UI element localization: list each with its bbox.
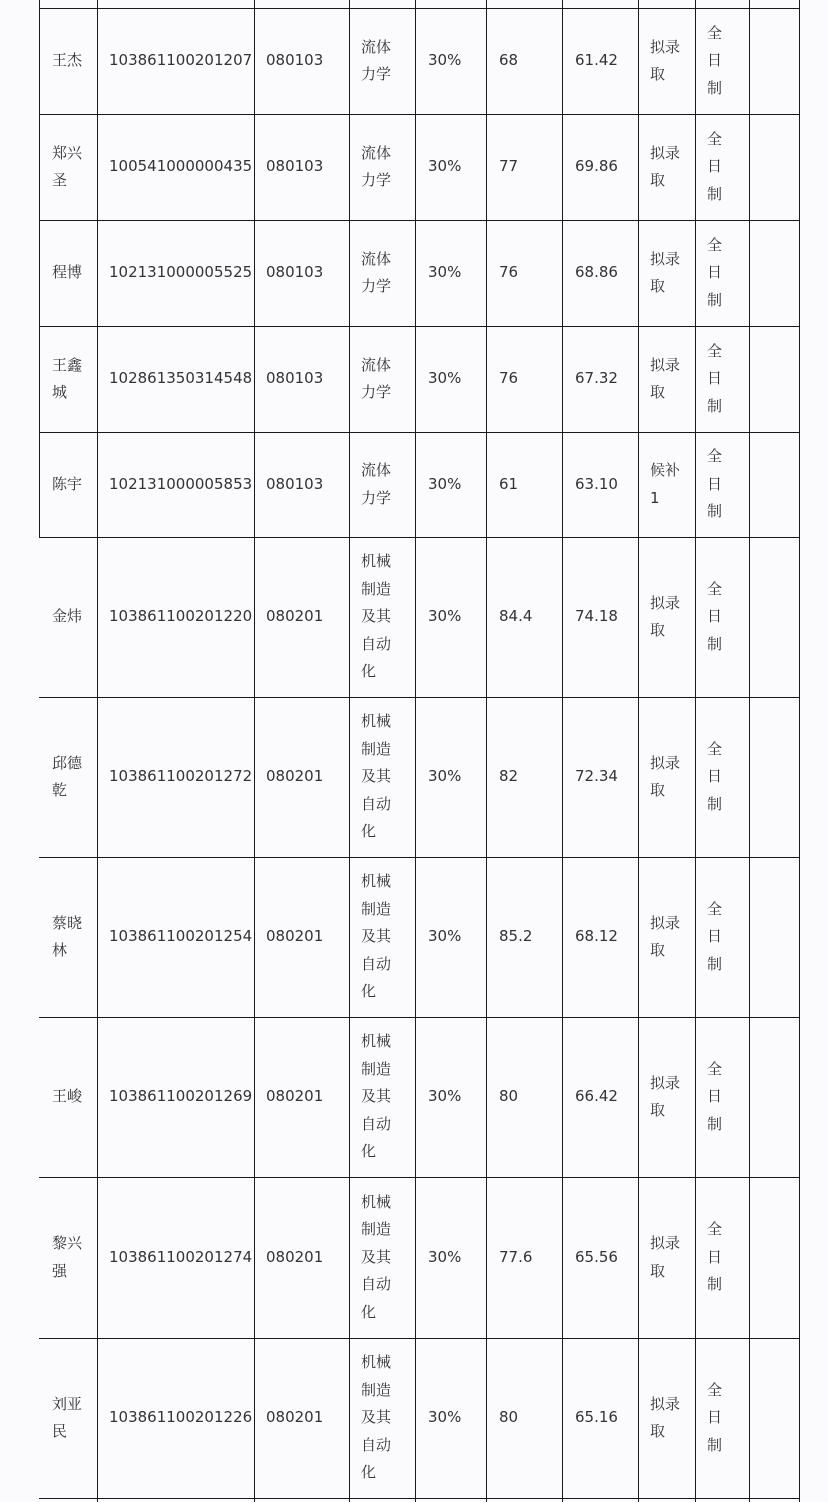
cell-ratio: [428, 857, 486, 1017]
cell-type: [707, 220, 749, 326]
exam-id-text: 102861350314548: [109, 369, 253, 388]
cell-type: [707, 697, 749, 857]
exam-id-text: 103861100201254: [109, 927, 253, 946]
row-divider: [39, 697, 800, 698]
type-text: 全日制: [707, 1059, 723, 1133]
cell-exam-id: [109, 8, 254, 114]
major-code-text: 080201: [266, 927, 324, 946]
major-text: 机械制造及其自动化: [361, 712, 392, 841]
cell-exam-id: [109, 1017, 254, 1177]
ratio-text: 30%: [428, 157, 462, 176]
major-text: 流体力学: [361, 37, 392, 83]
cell-name: [52, 857, 97, 1017]
cell-type: [707, 1177, 749, 1338]
cell-ratio: [428, 697, 486, 857]
cell-exam-id: [109, 432, 254, 537]
cell-total: [575, 1338, 638, 1498]
cell-exam-id: [109, 114, 254, 220]
column-divider: [562, 0, 563, 1502]
ratio-text: 30%: [428, 1247, 462, 1266]
type-text: 全日制: [707, 579, 723, 653]
cell-exam-id: [109, 220, 254, 326]
exam-id-text: 103861100201220: [109, 607, 253, 626]
exam-id-text: 103861100201226: [109, 1408, 253, 1427]
major-code-text: 080103: [266, 474, 324, 493]
cell-ratio: [428, 220, 486, 326]
row-divider: [39, 8, 800, 9]
name-text: 黎兴强: [52, 1234, 83, 1280]
cell-ratio: [428, 8, 486, 114]
score-text: 76: [499, 263, 519, 282]
cell-ratio: [428, 537, 486, 697]
cell-total: [575, 114, 638, 220]
major-code-text: 080201: [266, 1408, 324, 1427]
cell-name: [52, 220, 97, 326]
name-text: 王杰: [52, 51, 83, 70]
cell-ratio: [428, 1338, 486, 1498]
exam-id-text: 100541000000435: [109, 157, 253, 176]
cell-total: [575, 1177, 638, 1338]
cell-status: [650, 114, 695, 220]
total-text: 67.32: [575, 369, 618, 388]
name-text: 陈宇: [52, 474, 83, 493]
cell-status: [650, 220, 695, 326]
row-divider: [39, 857, 800, 858]
score-text: 77: [499, 157, 519, 176]
total-text: 66.42: [575, 1087, 618, 1106]
status-text: 拟录取: [650, 355, 681, 401]
cell-major: [361, 114, 415, 220]
type-text: 全日制: [707, 23, 723, 97]
score-text: 76: [499, 369, 519, 388]
cell-major: [361, 8, 415, 114]
cell-name: [52, 432, 97, 537]
column-divider: [799, 0, 800, 1502]
type-text: 全日制: [707, 129, 723, 203]
ratio-text: 30%: [428, 369, 462, 388]
major-code-text: 080201: [266, 767, 324, 786]
cell-major-code: [266, 220, 349, 326]
status-text: 拟录取: [650, 1234, 681, 1280]
status-text: 拟录取: [650, 593, 681, 639]
cell-major-code: [266, 1338, 349, 1498]
total-text: 63.10: [575, 474, 618, 493]
name-text: 刘亚民: [52, 1394, 83, 1440]
cell-type: [707, 326, 749, 432]
status-text: 拟录取: [650, 913, 681, 959]
cell-major: [361, 697, 415, 857]
cell-name: [52, 1338, 97, 1498]
row-divider: [39, 220, 800, 221]
ratio-text: 30%: [428, 767, 462, 786]
row-divider: [39, 1338, 800, 1339]
cell-name: [52, 537, 97, 697]
total-text: 74.18: [575, 607, 618, 626]
cell-exam-id: [109, 1177, 254, 1338]
total-text: 72.34: [575, 767, 618, 786]
cell-name: [52, 697, 97, 857]
type-text: 全日制: [707, 1220, 723, 1294]
ratio-text: 30%: [428, 1408, 462, 1427]
cell-total: [575, 432, 638, 537]
score-text: 85.2: [499, 927, 533, 946]
cell-type: [707, 857, 749, 1017]
cell-exam-id: [109, 326, 254, 432]
cell-type: [707, 8, 749, 114]
major-code-text: 080201: [266, 607, 324, 626]
status-text: 拟录取: [650, 37, 681, 83]
cell-score: [499, 1338, 562, 1498]
column-divider: [254, 0, 255, 1502]
type-text: 全日制: [707, 1380, 723, 1454]
cell-status: [650, 8, 695, 114]
cell-major-code: [266, 432, 349, 537]
major-code-text: 080201: [266, 1087, 324, 1106]
major-code-text: 080103: [266, 157, 324, 176]
cell-score: [499, 1017, 562, 1177]
type-text: 全日制: [707, 739, 723, 813]
row-divider: [39, 432, 800, 433]
cell-score: [499, 857, 562, 1017]
cell-score: [499, 1177, 562, 1338]
score-text: 82: [499, 767, 519, 786]
cell-status: [650, 1338, 695, 1498]
row-divider: [39, 1017, 800, 1018]
major-code-text: 080103: [266, 51, 324, 70]
cell-type: [707, 1338, 749, 1498]
column-divider: [638, 0, 639, 1502]
exam-id-text: 102131000005853: [109, 474, 253, 493]
exam-id-text: 102131000005525: [109, 263, 253, 282]
column-divider: [349, 0, 350, 1502]
total-text: 65.16: [575, 1408, 618, 1427]
status-text: 拟录取: [650, 1073, 681, 1119]
cell-major-code: [266, 8, 349, 114]
row-divider: [39, 326, 800, 327]
total-text: 65.56: [575, 1247, 618, 1266]
cell-major-code: [266, 1177, 349, 1338]
total-text: 68.12: [575, 927, 618, 946]
name-text: 蔡晓林: [52, 913, 83, 959]
status-text: 拟录取: [650, 753, 681, 799]
score-text: 80: [499, 1087, 519, 1106]
major-text: 机械制造及其自动化: [361, 1353, 392, 1482]
cell-exam-id: [109, 857, 254, 1017]
column-divider: [486, 0, 487, 1502]
row-divider: [39, 537, 800, 538]
major-text: 机械制造及其自动化: [361, 552, 392, 681]
cell-status: [650, 326, 695, 432]
cell-total: [575, 1017, 638, 1177]
cell-total: [575, 8, 638, 114]
major-code-text: 080103: [266, 263, 324, 282]
type-text: 全日制: [707, 447, 723, 521]
cell-name: [52, 8, 97, 114]
cell-major: [361, 326, 415, 432]
name-text: 金炜: [52, 607, 83, 626]
major-text: 机械制造及其自动化: [361, 1032, 392, 1161]
cell-major-code: [266, 1017, 349, 1177]
cell-ratio: [428, 1017, 486, 1177]
total-text: 61.42: [575, 51, 618, 70]
score-text: 68: [499, 51, 519, 70]
cell-major: [361, 1017, 415, 1177]
column-divider: [97, 0, 98, 1502]
cell-exam-id: [109, 537, 254, 697]
exam-id-text: 103861100201207: [109, 51, 253, 70]
status-text: 拟录取: [650, 1394, 681, 1440]
total-text: 69.86: [575, 157, 618, 176]
cell-score: [499, 432, 562, 537]
major-code-text: 080103: [266, 369, 324, 388]
cell-score: [499, 537, 562, 697]
cell-name: [52, 326, 97, 432]
cell-ratio: [428, 432, 486, 537]
score-text: 80: [499, 1408, 519, 1427]
name-text: 程博: [52, 263, 83, 282]
name-text: 王鑫城: [52, 355, 83, 401]
major-text: 机械制造及其自动化: [361, 872, 392, 1001]
column-divider: [749, 0, 750, 1502]
type-text: 全日制: [707, 235, 723, 309]
ratio-text: 30%: [428, 263, 462, 282]
cell-total: [575, 537, 638, 697]
major-text: 机械制造及其自动化: [361, 1192, 392, 1321]
cell-exam-id: [109, 1338, 254, 1498]
cell-status: [650, 857, 695, 1017]
status-text: 候补1: [650, 461, 681, 507]
cell-total: [575, 857, 638, 1017]
cell-status: [650, 432, 695, 537]
cell-total: [575, 220, 638, 326]
status-text: 拟录取: [650, 249, 681, 295]
cell-name: [52, 1177, 97, 1338]
cell-status: [650, 1017, 695, 1177]
major-text: 流体力学: [361, 461, 392, 507]
score-text: 61: [499, 474, 519, 493]
exam-id-text: 103861100201269: [109, 1087, 253, 1106]
column-divider: [39, 0, 40, 537]
cell-type: [707, 114, 749, 220]
cell-name: [52, 1017, 97, 1177]
cell-score: [499, 326, 562, 432]
cell-score: [499, 114, 562, 220]
cell-major: [361, 857, 415, 1017]
major-code-text: 080201: [266, 1247, 324, 1266]
exam-id-text: 103861100201272: [109, 767, 253, 786]
row-divider: [39, 1177, 800, 1178]
column-divider: [695, 0, 696, 1502]
status-text: 拟录取: [650, 143, 681, 189]
cell-major: [361, 1177, 415, 1338]
major-text: 流体力学: [361, 355, 392, 401]
cell-name: [52, 114, 97, 220]
name-text: 邱德乾: [52, 753, 83, 799]
cell-major-code: [266, 857, 349, 1017]
cell-major-code: [266, 697, 349, 857]
major-text: 流体力学: [361, 143, 392, 189]
cell-score: [499, 697, 562, 857]
cell-status: [650, 697, 695, 857]
name-text: 王峻: [52, 1087, 83, 1106]
cell-status: [650, 1177, 695, 1338]
total-text: 68.86: [575, 263, 618, 282]
ratio-text: 30%: [428, 1087, 462, 1106]
cell-ratio: [428, 1177, 486, 1338]
row-divider: [39, 114, 800, 115]
cell-total: [575, 326, 638, 432]
type-text: 全日制: [707, 341, 723, 415]
cell-major: [361, 432, 415, 537]
row-divider: [39, 1498, 800, 1499]
type-text: 全日制: [707, 899, 723, 973]
cell-ratio: [428, 326, 486, 432]
cell-major: [361, 220, 415, 326]
score-text: 84.4: [499, 607, 533, 626]
score-text: 77.6: [499, 1247, 533, 1266]
cell-major-code: [266, 537, 349, 697]
ratio-text: 30%: [428, 474, 462, 493]
cell-type: [707, 1017, 749, 1177]
ratio-text: 30%: [428, 51, 462, 70]
cell-type: [707, 432, 749, 537]
exam-id-text: 103861100201274: [109, 1247, 253, 1266]
cell-major: [361, 537, 415, 697]
column-divider: [415, 0, 416, 1502]
cell-exam-id: [109, 697, 254, 857]
cell-status: [650, 537, 695, 697]
major-text: 流体力学: [361, 249, 392, 295]
cell-score: [499, 8, 562, 114]
cell-type: [707, 537, 749, 697]
cell-major-code: [266, 326, 349, 432]
cell-score: [499, 220, 562, 326]
ratio-text: 30%: [428, 927, 462, 946]
cell-total: [575, 697, 638, 857]
cell-major: [361, 1338, 415, 1498]
ratio-text: 30%: [428, 607, 462, 626]
name-text: 郑兴圣: [52, 143, 83, 189]
cell-major-code: [266, 114, 349, 220]
cell-ratio: [428, 114, 486, 220]
